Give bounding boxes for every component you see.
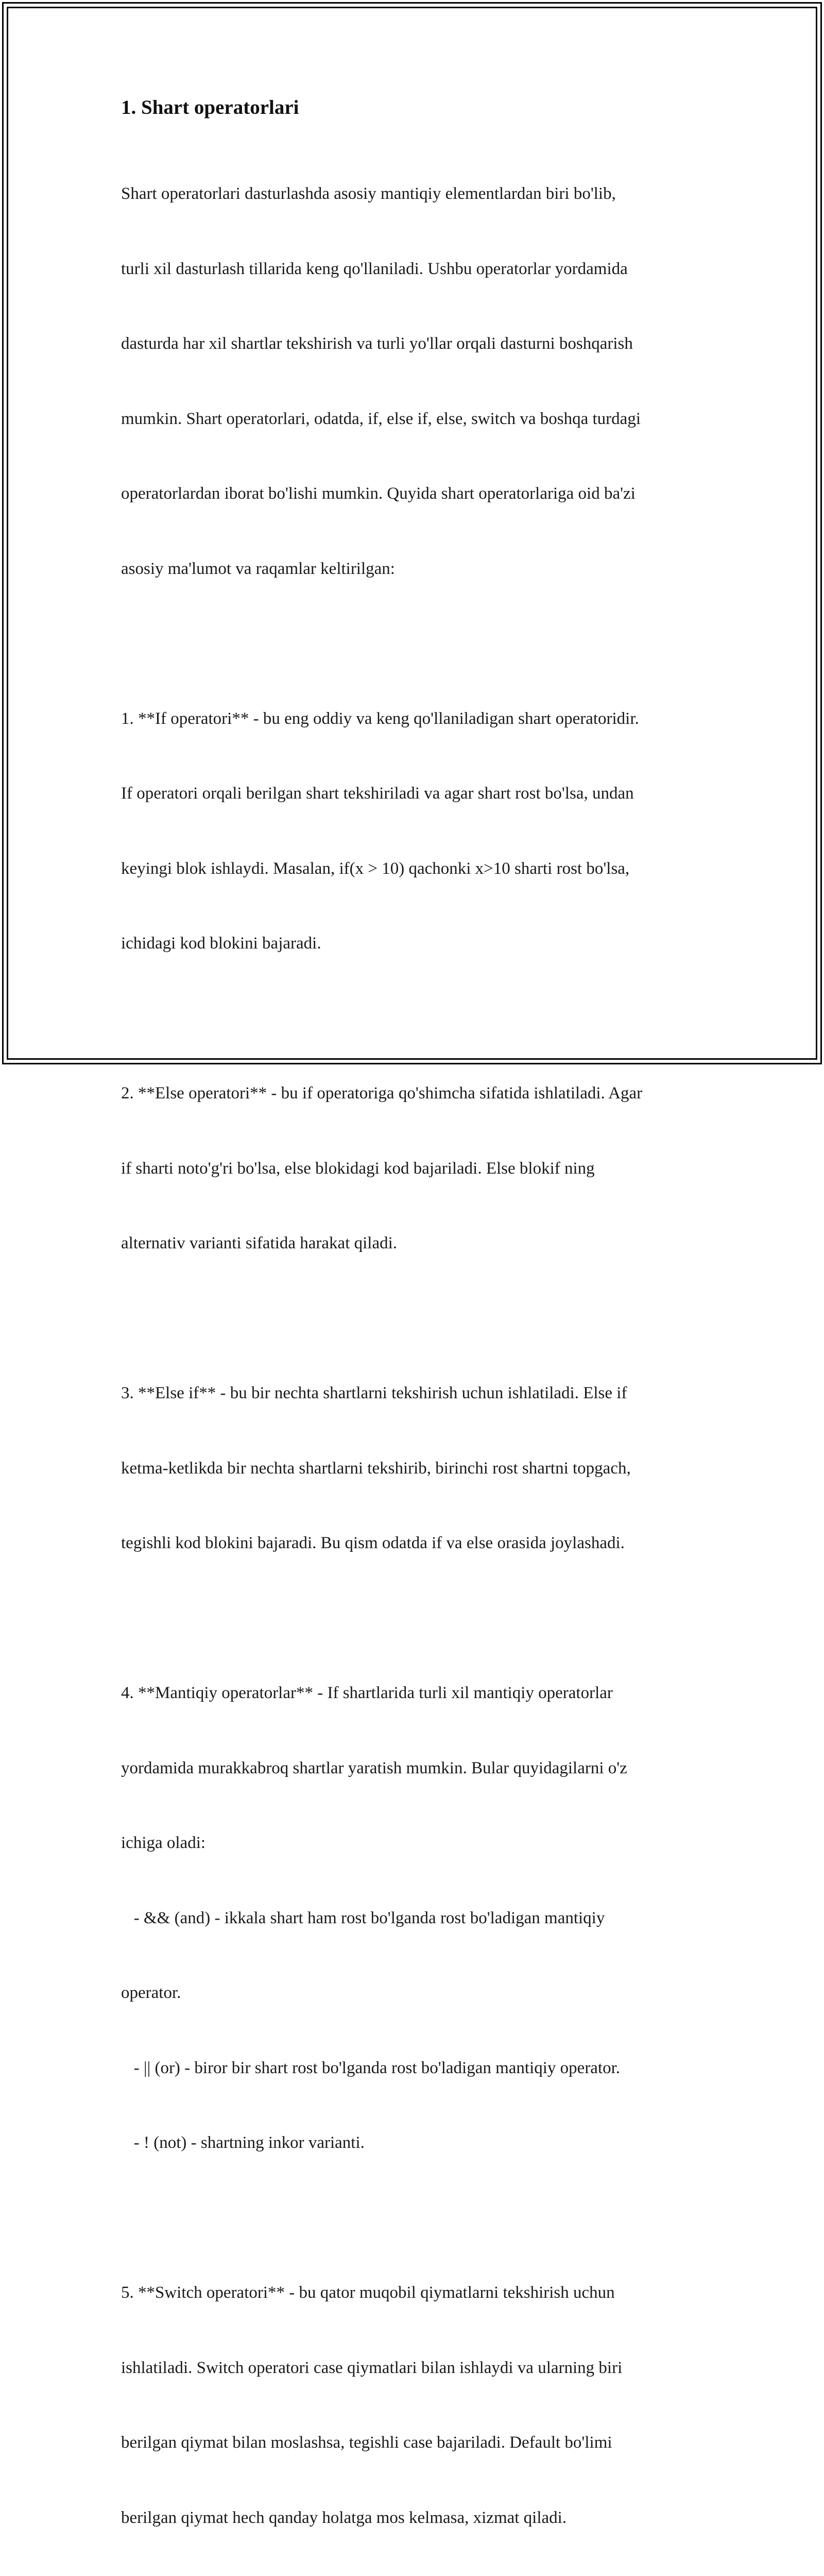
text-line: berilgan qiymat hech qanday holatga mos kelmasa, xizmat qiladi. [121,2508,567,2527]
text-line: - ! (not) - shartning inkor varianti. [121,2133,365,2152]
text-line: tegishli kod blokini bajaradi. Bu qism odatda if va else orasida joylashadi. [121,1534,625,1552]
section-heading: 1. Shart operatorlari [121,96,299,118]
text-line: operatorlardan iborat bo'lishi mumkin. Quyida shart operatorlariga oid ba'zi [121,484,636,503]
text-line: ketma-ketlikda bir nechta shartlarni tekshirib, birinchi rost shartni topgach, [121,1459,631,1478]
text-line: 3. **Else if** - bu bir nechta shartlarni tekshirish uchun ishlatiladi. Else if [121,1384,627,1402]
text-line: operator. [121,1984,181,2002]
text-line: ichiga oladi: [121,1834,206,1852]
text-line: If operatori orqali berilgan shart tekshiriladi va agar shart rost bo'lsa, undan [121,784,634,803]
paragraph-logical-operators [121,1631,708,2206]
paragraph-intro [121,131,708,631]
text-line: berilgan qiymat bilan moslashsa, tegishli case bajariladi. Default bo'limi [121,2433,612,2452]
document-content [121,95,708,2576]
text-line: 4. **Mantiqiy operatorlar** - If shartlarida turli xil mantiqiy operatorlar [121,1684,613,1702]
text-line: mumkin. Shart operatorlari, odatda, if, else if, else, switch va boshqa turdagi [121,409,641,428]
text-line: - && (and) - ikkala shart ham rost bo'lganda rost bo'ladigan mantiqiy [121,1908,605,1927]
text-line: ichidagi kod blokini bajaradi. [121,934,321,953]
text-line: alternativ varianti sifatida harakat qiladi. [121,1234,398,1252]
paragraph-if-operator [121,656,708,1006]
paragraph-switch-operator [121,2230,708,2576]
text-line: ishlatiladi. Switch operatori case qiymatlari bilan ishlaydi va ularning biri [121,2358,623,2377]
text-line: turli xil dasturlash tillarida keng qo'llaniladi. Ushbu operatorlar yordamida [121,259,628,278]
text-line: - || (or) - biror bir shart rost bo'lganda rost bo'ladigan mantiqiy operator. [121,2058,621,2077]
text-line: 2. **Else operatori** - bu if operatoriga qo'shimcha sifatida ishlatiladi. Agar [121,1084,643,1103]
text-line: 5. **Switch operatori** - bu qator muqobil qiymatlarni tekshirish uchun [121,2283,615,2302]
text-line: Shart operatorlari dasturlashda asosiy mantiqiy elementlardan biri bo'lib, [121,184,616,203]
paragraph-else-operator [121,1031,708,1306]
text-line: asosiy ma'lumot va raqamlar keltirilgan: [121,559,395,578]
paragraph-else-if [121,1331,708,1606]
text-line: keyingi blok ishlaydi. Masalan, if(x > 10) qachonki x>10 sharti rost bo'lsa, [121,859,630,878]
text-line: yordamida murakkabroq shartlar yaratish mumkin. Bular quyidagilarni o'z [121,1758,627,1777]
text-line: 1. **If operatori** - bu eng oddiy va keng qo'llaniladigan shart operatoridir. [121,709,639,728]
text-line: if sharti noto'g'ri bo'lsa, else blokidagi kod bajariladi. Else blokif ning [121,1159,595,1178]
text-line: dasturda har xil shartlar tekshirish va turli yo'llar orqali dasturni boshqarish [121,334,633,353]
